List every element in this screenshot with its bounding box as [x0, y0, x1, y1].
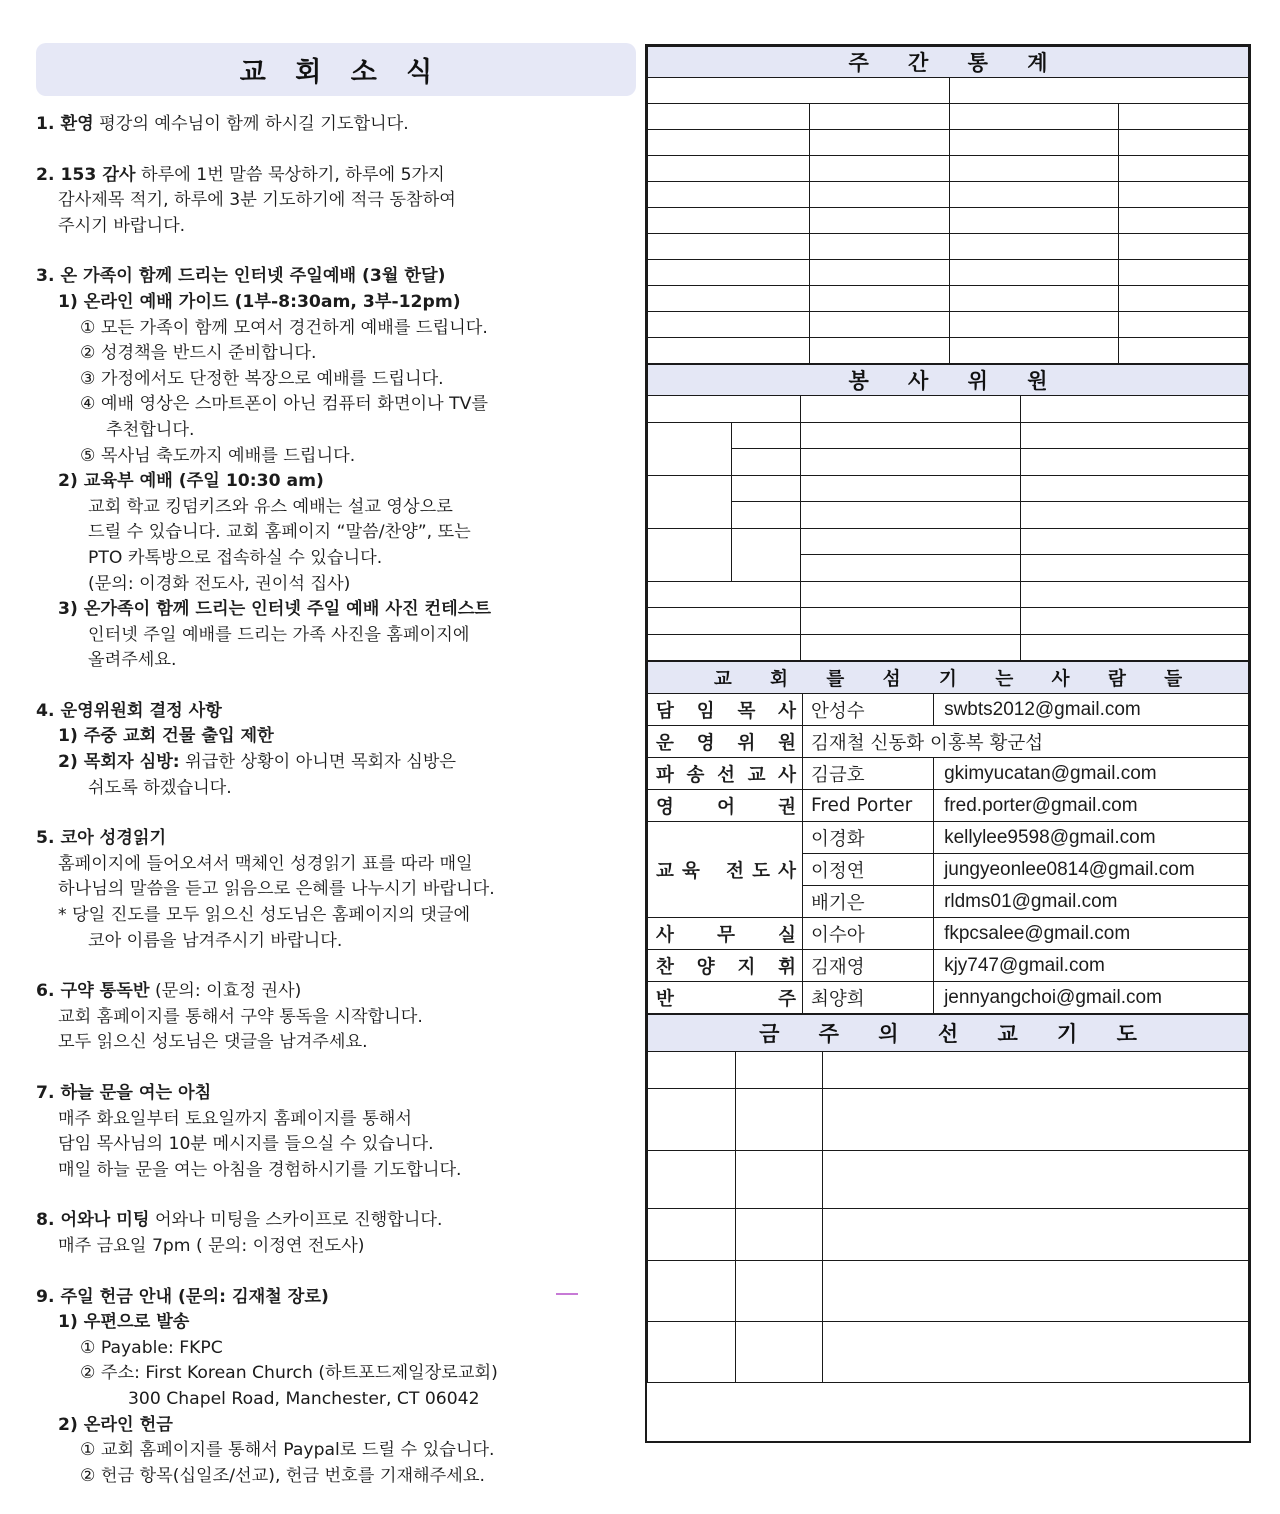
news-bold-text: 1. 환영 [36, 114, 94, 134]
stats-cell [950, 286, 1118, 312]
news-text: 평강의 예수님이 함께 하시길 기도합니다. [93, 114, 409, 134]
stats-row [648, 260, 1249, 286]
vol-cell [1021, 396, 1249, 423]
news-text: 위급한 상황이 아니면 목회자 심방은 [179, 752, 457, 773]
staff-header: 교 회 를 섬 기 는 사 람 들 [648, 662, 1249, 694]
stats-cell [1118, 312, 1248, 338]
staff-role [648, 790, 803, 822]
staff-role-char: 송 [686, 764, 705, 786]
news-item-heading [36, 1285, 636, 1311]
news-text: ① 모든 가족이 함께 모여서 경건하게 예배를 드립니다. [80, 317, 488, 338]
staff-row [648, 694, 1249, 726]
news-item [36, 163, 636, 240]
news-text: 올려주세요. [88, 650, 177, 671]
stats-row [648, 234, 1249, 260]
staff-role [648, 822, 803, 918]
mission-row [648, 1322, 1249, 1383]
staff-email[interactable]: swbts2012@gmail.com [934, 694, 1249, 726]
staff-role-char: 영 [696, 732, 715, 754]
news-item-line [36, 546, 636, 572]
stats-cell [648, 234, 810, 260]
staff-role [648, 758, 803, 790]
news-text: ② 헌금 항목(십일조/선교), 헌금 번호를 기재해주세요. [80, 1465, 485, 1486]
vol-cell [801, 422, 1021, 449]
news-item-line [36, 418, 636, 444]
news-item-line [36, 1132, 636, 1158]
mission-cell [648, 1052, 736, 1089]
staff-row [648, 726, 1249, 758]
stats-cell [950, 78, 1249, 104]
news-item-heading [36, 979, 636, 1005]
staff-name: 김재철 신동화 이홍복 황군섭 [803, 726, 1249, 758]
mission-cell [648, 1209, 736, 1261]
news-text: 코아 이름을 남겨주시기 바랍니다. [88, 930, 343, 951]
staff-name: Fred Porter [803, 790, 934, 822]
staff-role-char: 주 [778, 988, 797, 1010]
news-item-line [36, 367, 636, 393]
vol-cell [1021, 475, 1249, 502]
stats-cell [950, 130, 1118, 156]
stats-cell [1118, 234, 1248, 260]
vol-cell [801, 608, 1021, 635]
news-item-line [36, 392, 636, 418]
staff-table [647, 661, 1249, 1014]
news-item-line [36, 1387, 636, 1413]
news-text: PTO 카톡방으로 접속하실 수 있습니다. [88, 547, 383, 568]
stats-cell [1118, 260, 1248, 286]
mission-cell [823, 1322, 1249, 1383]
vol-cell [731, 502, 801, 529]
staff-role-char: 원 [778, 732, 797, 754]
news-item-line [36, 929, 636, 955]
mission-cell [735, 1052, 823, 1089]
staff-name: 안성수 [803, 694, 934, 726]
news-bold-text: 7. 하늘 문을 여는 아침 [36, 1083, 212, 1103]
stats-cell [950, 208, 1118, 234]
staff-role-char: 양 [696, 956, 715, 978]
news-item-line [36, 623, 636, 649]
weekly-stats-header: 주 간 통 계 [648, 47, 1249, 78]
news-text: 어와나 미팅을 스카이프로 진행합니다. [149, 1210, 443, 1231]
mission-cell [735, 1209, 823, 1261]
staff-role [648, 982, 803, 1014]
staff-email[interactable]: fkpcsalee@gmail.com [934, 918, 1249, 950]
stats-cell [648, 130, 810, 156]
news-text: 300 Chapel Road, Manchester, CT 06042 [128, 1388, 480, 1409]
news-item-heading [36, 163, 636, 189]
stats-cell [1118, 182, 1248, 208]
staff-role-char: 사 [778, 764, 796, 786]
news-item-heading [36, 826, 636, 852]
church-news-banner [36, 43, 636, 96]
staff-role-char: 목 [737, 700, 756, 722]
stats-cell [648, 156, 810, 182]
news-text: * 당일 진도를 모두 읽으신 성도님은 홈페이지의 댓글에 [58, 905, 471, 926]
vol-cell [648, 396, 801, 423]
staff-name: 김금호 [803, 758, 934, 790]
staff-row [648, 950, 1249, 982]
news-bold-text: 1) 주중 교회 건물 출입 제한 [58, 726, 274, 747]
news-item-line [36, 750, 636, 776]
stats-row [648, 104, 1249, 130]
staff-role-char: 영 [656, 796, 674, 818]
vol-cell [1021, 528, 1249, 555]
news-item-line [36, 444, 636, 470]
church-news-title: 교 회 소 식 [239, 57, 443, 88]
news-bold-text: 5. 코아 성경읽기 [36, 828, 167, 849]
news-text: 교회 홈페이지를 통해서 구약 통독을 시작합니다. [58, 1006, 423, 1027]
news-item-line [36, 1361, 636, 1387]
news-text: 모두 읽으신 성도님은 댓글을 남겨주세요. [58, 1032, 368, 1053]
news-item-line [36, 1234, 636, 1260]
staff-role-char: 휘 [778, 956, 797, 978]
staff-role-char: 찬 [656, 956, 674, 978]
news-item-line [36, 903, 636, 929]
mission-row [648, 1209, 1249, 1261]
news-item-line [36, 341, 636, 367]
stray-pink-mark [556, 1293, 578, 1295]
news-item-heading [36, 1208, 636, 1234]
news-bold-text: 4. 운영위원회 결정 사항 [36, 700, 222, 721]
news-bold-text: 3. 온 가족이 함께 드리는 인터넷 주일예배 (3월 한달) [36, 266, 446, 287]
stats-cell [1118, 156, 1248, 182]
news-item-line [36, 776, 636, 802]
news-item-line [36, 1107, 636, 1133]
mission-cell [648, 1089, 736, 1151]
news-item-heading [36, 699, 636, 725]
news-text: ③ 가정에서도 단정한 복장으로 예배를 드립니다. [80, 368, 444, 389]
mission-cell [823, 1261, 1249, 1322]
stats-cell [810, 234, 950, 260]
staff-role [648, 918, 803, 950]
staff-name: 최양희 [803, 982, 934, 1014]
mission-row [648, 1151, 1249, 1209]
stats-cell [1118, 104, 1248, 130]
news-item-line [36, 1158, 636, 1184]
news-item-line [36, 1438, 636, 1464]
stats-cell [810, 130, 950, 156]
vol-cell [648, 608, 801, 635]
news-text: 매주 금요일 7pm ( 문의: 이정연 전도사) [58, 1235, 365, 1256]
staff-name: 김재영 [803, 950, 934, 982]
vol-cell [648, 528, 732, 581]
news-item-heading [36, 112, 636, 138]
staff-role-char: 권 [778, 796, 797, 818]
staff-name: 이수아 [803, 918, 934, 950]
vol-cell [801, 502, 1021, 529]
staff-email[interactable]: fred.porter@gmail.com [934, 790, 1249, 822]
stats-cell [648, 208, 810, 234]
stats-row [648, 338, 1249, 364]
news-bold-text: 2) 목회자 심방: [58, 752, 180, 773]
news-text: 홈페이지에 들어오셔서 맥체인 성경읽기 표를 따라 매일 [58, 853, 473, 874]
news-text: 하나님의 말씀을 듣고 읽음으로 은혜를 나누시기 바랍니다. [58, 879, 495, 900]
stats-cell [648, 182, 810, 208]
staff-role-char: 운 [656, 732, 674, 754]
news-item [36, 1081, 636, 1183]
stats-cell [648, 312, 810, 338]
news-item-line [36, 1005, 636, 1031]
stats-row [648, 182, 1249, 208]
news-bold-text: 2) 온라인 헌금 [58, 1414, 173, 1435]
vol-cell [1021, 422, 1249, 449]
news-list [36, 112, 636, 1489]
news-item-line [36, 877, 636, 903]
staff-role-char: 사 [778, 700, 797, 722]
mission-cell [648, 1322, 736, 1383]
stats-row [648, 286, 1249, 312]
stats-cell [1118, 130, 1248, 156]
staff-role-char: 담 [656, 700, 674, 722]
news-text: 추천합니다. [106, 419, 195, 440]
news-text: 매일 하늘 문을 여는 아침을 경험하시기를 기도합니다. [58, 1159, 462, 1180]
stats-cell [1118, 338, 1248, 364]
news-text: 담임 목사님의 10분 메시지를 들으실 수 있습니다. [58, 1134, 434, 1155]
vol-cell [648, 422, 732, 475]
news-item-line [36, 1310, 636, 1336]
news-item-line [36, 188, 636, 214]
news-item-line [36, 1413, 636, 1439]
staff-role-char: 실 [778, 924, 797, 946]
vol-cell [1021, 581, 1249, 608]
news-item-line [36, 469, 636, 495]
vol-cell [648, 581, 801, 608]
news-item-line [36, 648, 636, 674]
mission-prayer-table [647, 1014, 1249, 1383]
staff-role-char: 반 [656, 988, 674, 1010]
mission-prayer-header: 금 주 의 선 교 기 도 [648, 1015, 1249, 1052]
news-text: 하루에 1번 말씀 묵상하기, 하루에 5가지 [135, 164, 445, 185]
news-item-line [36, 1030, 636, 1056]
staff-role-char [708, 857, 718, 883]
staff-name: 이경화 [803, 822, 934, 854]
news-bold-text: 1) 우편으로 발송 [58, 1312, 190, 1333]
news-item-line [36, 1336, 636, 1362]
vol-cell [731, 528, 801, 581]
news-text: 인터넷 주일 예배를 드리는 가족 사진을 홈페이지에 [88, 624, 470, 645]
staff-email[interactable]: kjy747@gmail.com [934, 950, 1249, 982]
mission-cell [648, 1261, 736, 1322]
staff-email[interactable]: jennyangchoi@gmail.com [934, 982, 1249, 1014]
vol-cell [801, 475, 1021, 502]
stats-cell [950, 104, 1118, 130]
staff-role-char: 지 [737, 956, 756, 978]
staff-role-char: 무 [717, 924, 735, 946]
mission-cell [823, 1209, 1249, 1261]
news-item [36, 112, 636, 138]
staff-email[interactable]: jungyeonlee0814@gmail.com [934, 854, 1249, 886]
news-item-line [36, 1464, 636, 1490]
stats-row [648, 312, 1249, 338]
stats-cell [1118, 208, 1248, 234]
news-bold-text: 2. 153 감사 [36, 164, 136, 185]
news-item-line [36, 597, 636, 623]
stats-cell [950, 182, 1118, 208]
staff-role-char: 어 [717, 796, 735, 818]
vol-cell [801, 449, 1021, 476]
bulletin-tables [645, 44, 1251, 1443]
staff-row [648, 758, 1249, 790]
vol-cell [801, 634, 1021, 661]
news-text: (문의: 이경화 전도사, 권이석 집사) [88, 573, 351, 594]
news-item [36, 699, 636, 801]
news-item-line [36, 724, 636, 750]
church-news-column [36, 43, 636, 1514]
news-item [36, 1285, 636, 1490]
volunteers-table [647, 364, 1249, 661]
mission-cell [823, 1151, 1249, 1209]
vol-cell [731, 475, 801, 502]
stats-row [648, 130, 1249, 156]
stats-cell [648, 260, 810, 286]
news-text: ① 교회 홈페이지를 통해서 Paypal로 드릴 수 있습니다. [80, 1440, 495, 1461]
staff-name: 배기은 [803, 886, 934, 918]
mission-cell [823, 1052, 1249, 1089]
mission-cell [823, 1089, 1249, 1151]
news-text: ④ 예배 영상은 스마트폰이 아닌 컴퓨터 화면이나 TV를 [80, 394, 488, 415]
stats-cell [648, 104, 810, 130]
vol-cell [731, 449, 801, 476]
staff-name: 이정연 [803, 854, 934, 886]
news-bold-text: 6. 구약 통독반 [36, 981, 150, 1002]
news-bold-text: 8. 어와나 미팅 [36, 1210, 150, 1231]
staff-email[interactable]: kellylee9598@gmail.com [934, 822, 1249, 854]
vol-cell [648, 475, 732, 528]
staff-role [648, 726, 803, 758]
weekly-stats-table [647, 46, 1249, 364]
news-text: ② 주소: First Korean Church (하트포드제일장로교회) [80, 1363, 498, 1384]
staff-role-char: 도 [752, 860, 770, 882]
news-item-line [36, 572, 636, 598]
news-item-line [36, 495, 636, 521]
news-item-heading [36, 264, 636, 290]
news-text: 교회 학교 킹덤키즈와 유스 예배는 설교 영상으로 [88, 496, 453, 517]
staff-email[interactable]: rldms01@gmail.com [934, 886, 1249, 918]
news-item [36, 826, 636, 954]
stats-row [648, 156, 1249, 182]
staff-email[interactable]: gkimyucatan@gmail.com [934, 758, 1249, 790]
staff-role-char: 사 [656, 924, 674, 946]
mission-cell [735, 1322, 823, 1383]
stats-cell [950, 312, 1118, 338]
staff-role [648, 950, 803, 982]
stats-cell [1118, 286, 1248, 312]
vol-cell [801, 528, 1021, 555]
stats-cell [648, 78, 950, 104]
news-bold-text: 2) 교육부 예배 (주일 10:30 am) [58, 471, 324, 492]
vol-cell [801, 555, 1021, 582]
news-bold-text: 1) 온라인 예배 가이드 (1부-8:30am, 3부-12pm) [58, 291, 461, 312]
stats-cell [648, 338, 810, 364]
mission-cell [735, 1089, 823, 1151]
news-item-line [36, 316, 636, 342]
staff-row [648, 790, 1249, 822]
stats-row [648, 208, 1249, 234]
news-text: ② 성경책을 반드시 준비합니다. [80, 343, 317, 364]
news-item [36, 264, 636, 674]
stats-cell [810, 156, 950, 182]
staff-role-char: 교 [747, 764, 766, 786]
staff-row [648, 822, 1249, 854]
vol-cell [1021, 608, 1249, 635]
stats-cell [810, 312, 950, 338]
mission-cell [735, 1261, 823, 1322]
vol-cell [1021, 502, 1249, 529]
staff-role-char: 육 [682, 860, 700, 882]
news-bold-text: 3) 온가족이 함께 드리는 인터넷 주일 예배 사진 컨테스트 [58, 599, 491, 620]
news-text: 감사제목 적기, 하루에 3분 기도하기에 적극 동참하여 [58, 190, 456, 211]
stats-cell [950, 338, 1118, 364]
stats-cell [810, 286, 950, 312]
news-item-line [36, 520, 636, 546]
news-text: 쉬도록 하겠습니다. [88, 777, 232, 798]
vol-cell [1021, 555, 1249, 582]
stats-cell [810, 260, 950, 286]
stats-cell [950, 156, 1118, 182]
staff-row [648, 918, 1249, 950]
stats-cell [810, 182, 950, 208]
news-text: (문의: 이효정 권사) [149, 981, 302, 1002]
news-text: 드릴 수 있습니다. 교회 홈페이지 “말씀/찬양”, 또는 [88, 522, 471, 543]
news-text: ① Payable: FKPC [80, 1337, 223, 1358]
staff-row [648, 982, 1249, 1014]
news-item-heading [36, 1081, 636, 1107]
news-text: ⑤ 목사님 축도까지 예배를 드립니다. [80, 445, 356, 466]
mission-row [648, 1052, 1249, 1089]
mission-row [648, 1089, 1249, 1151]
mission-row [648, 1261, 1249, 1322]
staff-role-char: 위 [737, 732, 756, 754]
news-item-line [36, 214, 636, 240]
vol-cell [648, 634, 801, 661]
stats-cell [810, 208, 950, 234]
stats-cell [810, 338, 950, 364]
vol-cell [801, 396, 1021, 423]
staff-role-char: 전 [726, 860, 744, 882]
staff-role-char: 사 [778, 860, 796, 882]
staff-role [648, 694, 803, 726]
staff-role-char: 임 [696, 700, 715, 722]
vol-cell [1021, 449, 1249, 476]
staff-role-char: 파 [656, 764, 674, 786]
news-item [36, 979, 636, 1056]
stats-cell [950, 234, 1118, 260]
news-item-line [36, 290, 636, 316]
news-text: 주시기 바랍니다. [58, 215, 186, 236]
stats-cell [648, 286, 810, 312]
mission-cell [735, 1151, 823, 1209]
news-item [36, 1208, 636, 1259]
news-item-line [36, 852, 636, 878]
news-text: 매주 화요일부터 토요일까지 홈페이지를 통해서 [58, 1108, 412, 1129]
mission-cell [648, 1151, 736, 1209]
staff-role-char: 교 [656, 860, 674, 882]
staff-role-char: 선 [717, 764, 735, 786]
vol-cell [1021, 634, 1249, 661]
vol-cell [731, 422, 801, 449]
news-bold-text: 9. 주일 헌금 안내 (문의: 김재철 장로) [36, 1286, 329, 1307]
stats-cell [810, 104, 950, 130]
volunteers-header: 봉 사 위 원 [648, 365, 1249, 396]
vol-cell [801, 581, 1021, 608]
stats-cell [950, 260, 1118, 286]
